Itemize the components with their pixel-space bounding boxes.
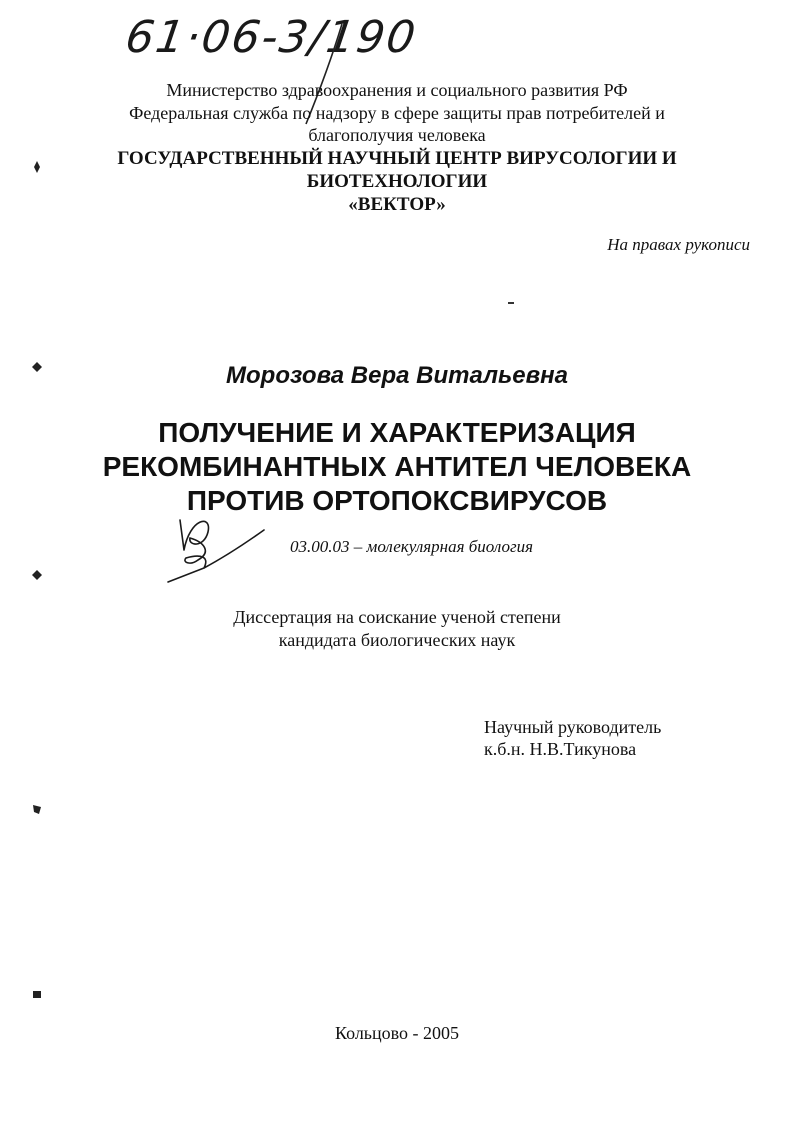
title-line-3: ПРОТИВ ОРТОПОКСВИРУСОВ [186, 485, 608, 516]
center-line-2: БИОТЕХНОЛОГИИ [306, 171, 488, 192]
scan-speck [508, 302, 514, 304]
place-year: Кольцово - 2005 [334, 1023, 460, 1043]
specialty: 03.00.03 – молекулярная биология [290, 537, 534, 556]
center-line-3: «ВЕКТОР» [348, 194, 446, 215]
supervisor-role: Научный руководитель [484, 717, 662, 737]
supervisor-block [484, 716, 661, 760]
punch-mark [30, 360, 44, 374]
signature [160, 508, 270, 590]
supervisor-name: к.б.н. Н.В.Тикунова [484, 739, 637, 759]
title-line-1: ПОЛУЧЕНИЕ И ХАРАКТЕРИЗАЦИЯ [158, 417, 636, 448]
center-line-1: ГОСУДАРСТВЕННЫЙ НАУЧНЫЙ ЦЕНТР ВИРУСОЛОГИИ И [117, 148, 677, 169]
dissertation-line-1: Диссертация на соискание ученой степени [233, 607, 561, 627]
archive-code: 61·06-3/190 [122, 12, 421, 63]
rights-note: На правах рукописи [607, 235, 750, 254]
punch-mark [30, 987, 44, 1001]
punch-mark [30, 568, 44, 582]
author-name: Морозова Вера Витальевна [226, 362, 568, 389]
service-line-2: благополучия человека [308, 125, 486, 145]
title-line-2: РЕКОМБИНАНТНЫХ АНТИТЕЛ ЧЕЛОВЕКА [102, 451, 692, 482]
dissertation-line-2: кандидата биологических наук [278, 630, 516, 650]
punch-mark [30, 160, 44, 174]
punch-mark [30, 802, 44, 816]
ministry-line: Министерство здравоохранения и социального развития РФ [166, 80, 628, 100]
service-line-1: Федеральная служба по надзору в сфере защиты прав потребителей и [129, 103, 665, 123]
